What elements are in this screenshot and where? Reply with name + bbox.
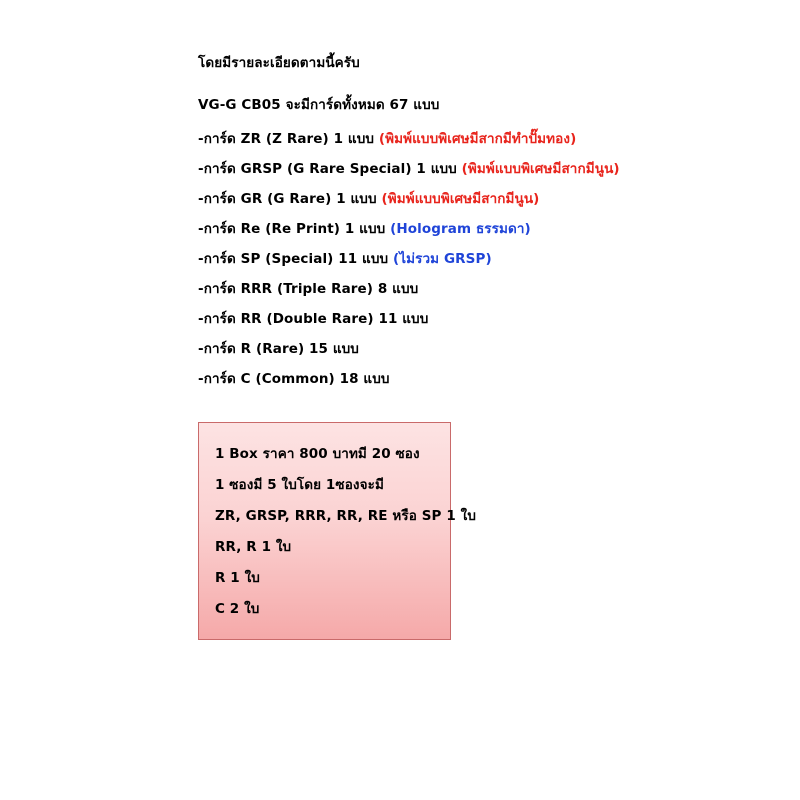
card-rarity-line xyxy=(198,244,800,274)
price-callout-line: C 2 ใบ xyxy=(215,601,260,617)
card-rarity-text: -การ์ด R (Rare) 15 แบบ xyxy=(198,341,359,357)
price-callout-line: ZR, GRSP, RRR, RR, RE หรือ SP 1 ใบ xyxy=(215,508,476,524)
card-rarity-text: -การ์ด RR (Double Rare) 11 แบบ xyxy=(198,311,429,327)
card-rarity-line xyxy=(198,274,800,304)
price-callout-line: 1 Box ราคา 800 บาทมี 20 ซอง xyxy=(215,446,420,462)
card-rarity-note: (พิมพ์แบบพิเศษมีสากมีทำปั๊มทอง) xyxy=(378,131,577,147)
price-callout-lines xyxy=(215,439,476,625)
card-rarity-note: (พิมพ์แบบพิเศษมีสากมีนูน) xyxy=(461,161,620,177)
price-callout-line: R 1 ใบ xyxy=(215,570,260,586)
price-callout-line: 1 ซองมี 5 ใบโดย 1ซองจะมี xyxy=(215,477,384,493)
card-rarity-line xyxy=(198,184,800,214)
card-rarity-note: (ไม่รวม GRSP) xyxy=(392,251,492,267)
card-rarity-text: -การ์ด Re (Re Print) 1 แบบ xyxy=(198,221,391,237)
card-rarity-line xyxy=(198,214,800,244)
card-rarity-line xyxy=(198,304,800,334)
card-rarity-text: -การ์ด GRSP (G Rare Special) 1 แบบ xyxy=(198,161,462,177)
card-rarity-text: -การ์ด C (Common) 18 แบบ xyxy=(198,371,390,387)
set-heading: VG-G CB05 จะมีการ์ดทั้งหมด 67 แบบ xyxy=(198,97,440,113)
price-callout-line: RR, R 1 ใบ xyxy=(215,539,292,555)
card-rarity-note: (Hologram ธรรมดา) xyxy=(390,221,531,237)
card-rarity-line xyxy=(198,154,800,184)
card-rarity-list xyxy=(198,124,800,394)
card-rarity-text: -การ์ด RRR (Triple Rare) 8 แบบ xyxy=(198,281,419,297)
price-callout-box xyxy=(198,422,476,640)
card-rarity-line xyxy=(198,124,800,154)
card-rarity-text: -การ์ด SP (Special) 11 แบบ xyxy=(198,251,393,267)
card-rarity-text: -การ์ด ZR (Z Rare) 1 แบบ xyxy=(198,131,379,147)
intro-line: โดยมีรายละเอียดตามนี้ครับ xyxy=(198,55,360,71)
card-rarity-text: -การ์ด GR (G Rare) 1 แบบ xyxy=(198,191,382,207)
card-rarity-line xyxy=(198,334,800,364)
card-rarity-note: (พิมพ์แบบพิเศษมีสากมีนูน) xyxy=(381,191,540,207)
card-rarity-line xyxy=(198,364,800,394)
